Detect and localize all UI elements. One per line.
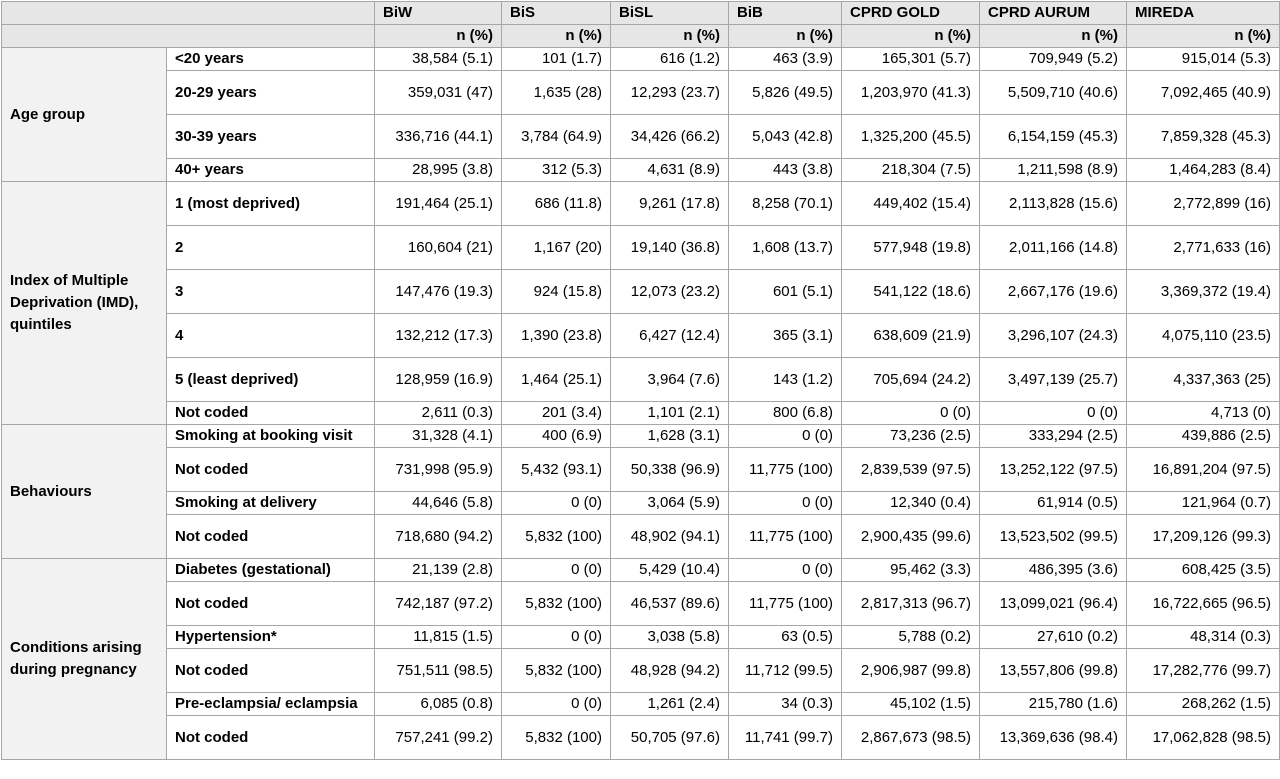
value-cell: 0 (0) (842, 402, 980, 425)
value-cell: 6,085 (0.8) (375, 693, 502, 716)
value-cell: 0 (0) (729, 492, 842, 515)
value-cell: 7,092,465 (40.9) (1127, 71, 1280, 115)
value-cell: 5,832 (100) (502, 649, 611, 693)
value-cell: 12,293 (23.7) (611, 71, 729, 115)
table-row (2, 582, 1280, 626)
value-cell: 11,775 (100) (729, 448, 842, 492)
value-cell: 400 (6.9) (502, 425, 611, 448)
value-cell: 5,832 (100) (502, 515, 611, 559)
value-cell: 132,212 (17.3) (375, 314, 502, 358)
value-cell: 165,301 (5.7) (842, 48, 980, 71)
value-cell: 34 (0.3) (729, 693, 842, 716)
table-row (2, 649, 1280, 693)
value-cell: 1,608 (13.7) (729, 226, 842, 270)
row-label: Not coded (167, 582, 375, 626)
value-cell: 101 (1.7) (502, 48, 611, 71)
value-cell: 718,680 (94.2) (375, 515, 502, 559)
value-cell: 17,282,776 (99.7) (1127, 649, 1280, 693)
value-cell: 312 (5.3) (502, 159, 611, 182)
value-cell: 2,611 (0.3) (375, 402, 502, 425)
value-cell: 27,610 (0.2) (980, 626, 1127, 649)
table-row (2, 402, 1280, 425)
value-cell: 601 (5.1) (729, 270, 842, 314)
group-label: Behaviours (2, 425, 167, 559)
value-cell: 1,211,598 (8.9) (980, 159, 1127, 182)
value-cell: 1,628 (3.1) (611, 425, 729, 448)
value-cell: 5,043 (42.8) (729, 115, 842, 159)
value-cell: 5,432 (93.1) (502, 448, 611, 492)
value-cell: 16,722,665 (96.5) (1127, 582, 1280, 626)
value-cell: 1,261 (2.4) (611, 693, 729, 716)
value-cell: 48,314 (0.3) (1127, 626, 1280, 649)
table-row (2, 358, 1280, 402)
value-cell: 34,426 (66.2) (611, 115, 729, 159)
unit-header-row (2, 25, 1280, 48)
value-cell: 13,099,021 (96.4) (980, 582, 1127, 626)
value-cell: 191,464 (25.1) (375, 182, 502, 226)
table-row (2, 159, 1280, 182)
value-cell: 160,604 (21) (375, 226, 502, 270)
value-cell: 11,712 (99.5) (729, 649, 842, 693)
value-cell: 915,014 (5.3) (1127, 48, 1280, 71)
value-cell: 38,584 (5.1) (375, 48, 502, 71)
row-label: Not coded (167, 402, 375, 425)
row-label: <20 years (167, 48, 375, 71)
row-label: 1 (most deprived) (167, 182, 375, 226)
column-header: MIREDA (1127, 2, 1280, 25)
value-cell: 2,772,899 (16) (1127, 182, 1280, 226)
value-cell: 2,667,176 (19.6) (980, 270, 1127, 314)
value-cell: 2,900,435 (99.6) (842, 515, 980, 559)
value-cell: 147,476 (19.3) (375, 270, 502, 314)
row-label: Diabetes (gestational) (167, 559, 375, 582)
unit-header: n (%) (1127, 25, 1280, 48)
value-cell: 359,031 (47) (375, 71, 502, 115)
value-cell: 48,928 (94.2) (611, 649, 729, 693)
row-label: 2 (167, 226, 375, 270)
value-cell: 121,964 (0.7) (1127, 492, 1280, 515)
table-row (2, 626, 1280, 649)
value-cell: 638,609 (21.9) (842, 314, 980, 358)
unit-header: n (%) (842, 25, 980, 48)
value-cell: 13,252,122 (97.5) (980, 448, 1127, 492)
value-cell: 4,337,363 (25) (1127, 358, 1280, 402)
value-cell: 6,154,159 (45.3) (980, 115, 1127, 159)
unit-header: n (%) (375, 25, 502, 48)
value-cell: 0 (0) (502, 492, 611, 515)
value-cell: 5,429 (10.4) (611, 559, 729, 582)
value-cell: 5,788 (0.2) (842, 626, 980, 649)
value-cell: 443 (3.8) (729, 159, 842, 182)
value-cell: 12,073 (23.2) (611, 270, 729, 314)
unit-header: n (%) (611, 25, 729, 48)
value-cell: 19,140 (36.8) (611, 226, 729, 270)
value-cell: 11,775 (100) (729, 515, 842, 559)
value-cell: 3,497,139 (25.7) (980, 358, 1127, 402)
value-cell: 61,914 (0.5) (980, 492, 1127, 515)
value-cell: 449,402 (15.4) (842, 182, 980, 226)
row-label: Hypertension* (167, 626, 375, 649)
value-cell: 63 (0.5) (729, 626, 842, 649)
value-cell: 13,557,806 (99.8) (980, 649, 1127, 693)
value-cell: 2,867,673 (98.5) (842, 716, 980, 760)
table-row (2, 226, 1280, 270)
header-row (2, 2, 1280, 25)
group-label: Conditions arising during pregnancy (2, 559, 167, 760)
value-cell: 73,236 (2.5) (842, 425, 980, 448)
value-cell: 751,511 (98.5) (375, 649, 502, 693)
table-row (2, 448, 1280, 492)
table-row (2, 559, 1280, 582)
value-cell: 686 (11.8) (502, 182, 611, 226)
row-label: Smoking at delivery (167, 492, 375, 515)
value-cell: 4,075,110 (23.5) (1127, 314, 1280, 358)
table-row (2, 182, 1280, 226)
value-cell: 16,891,204 (97.5) (1127, 448, 1280, 492)
row-label: Not coded (167, 716, 375, 760)
value-cell: 2,839,539 (97.5) (842, 448, 980, 492)
value-cell: 268,262 (1.5) (1127, 693, 1280, 716)
row-label: 40+ years (167, 159, 375, 182)
value-cell: 616 (1.2) (611, 48, 729, 71)
value-cell: 3,296,107 (24.3) (980, 314, 1127, 358)
value-cell: 924 (15.8) (502, 270, 611, 314)
value-cell: 1,464 (25.1) (502, 358, 611, 402)
value-cell: 0 (0) (502, 626, 611, 649)
table-row (2, 693, 1280, 716)
column-header: BiS (502, 2, 611, 25)
table-row (2, 48, 1280, 71)
value-cell: 2,113,828 (15.6) (980, 182, 1127, 226)
value-cell: 1,203,970 (41.3) (842, 71, 980, 115)
value-cell: 45,102 (1.5) (842, 693, 980, 716)
value-cell: 218,304 (7.5) (842, 159, 980, 182)
row-label: 5 (least deprived) (167, 358, 375, 402)
value-cell: 3,964 (7.6) (611, 358, 729, 402)
group-label: Index of Multiple Deprivation (IMD), quintiles (2, 182, 167, 425)
value-cell: 333,294 (2.5) (980, 425, 1127, 448)
header-blank-cell (2, 25, 375, 48)
row-label: Smoking at booking visit (167, 425, 375, 448)
header-blank-cell (2, 2, 375, 25)
value-cell: 17,209,126 (99.3) (1127, 515, 1280, 559)
value-cell: 3,369,372 (19.4) (1127, 270, 1280, 314)
value-cell: 1,635 (28) (502, 71, 611, 115)
value-cell: 731,998 (95.9) (375, 448, 502, 492)
column-header: BiW (375, 2, 502, 25)
table-row (2, 492, 1280, 515)
value-cell: 3,784 (64.9) (502, 115, 611, 159)
value-cell: 215,780 (1.6) (980, 693, 1127, 716)
value-cell: 5,826 (49.5) (729, 71, 842, 115)
value-cell: 13,369,636 (98.4) (980, 716, 1127, 760)
value-cell: 12,340 (0.4) (842, 492, 980, 515)
value-cell: 31,328 (4.1) (375, 425, 502, 448)
value-cell: 44,646 (5.8) (375, 492, 502, 515)
value-cell: 1,464,283 (8.4) (1127, 159, 1280, 182)
value-cell: 2,817,313 (96.7) (842, 582, 980, 626)
value-cell: 439,886 (2.5) (1127, 425, 1280, 448)
table-row (2, 71, 1280, 115)
value-cell: 9,261 (17.8) (611, 182, 729, 226)
value-cell: 577,948 (19.8) (842, 226, 980, 270)
column-header: CPRD GOLD (842, 2, 980, 25)
column-header: BiSL (611, 2, 729, 25)
row-label: Not coded (167, 515, 375, 559)
value-cell: 0 (0) (980, 402, 1127, 425)
value-cell: 1,390 (23.8) (502, 314, 611, 358)
value-cell: 5,509,710 (40.6) (980, 71, 1127, 115)
value-cell: 201 (3.4) (502, 402, 611, 425)
value-cell: 2,906,987 (99.8) (842, 649, 980, 693)
row-label: 20-29 years (167, 71, 375, 115)
value-cell: 11,815 (1.5) (375, 626, 502, 649)
table-row (2, 270, 1280, 314)
value-cell: 0 (0) (502, 693, 611, 716)
value-cell: 336,716 (44.1) (375, 115, 502, 159)
table-body (2, 48, 1280, 760)
value-cell: 7,859,328 (45.3) (1127, 115, 1280, 159)
value-cell: 2,771,633 (16) (1127, 226, 1280, 270)
row-label: Not coded (167, 448, 375, 492)
value-cell: 3,064 (5.9) (611, 492, 729, 515)
value-cell: 365 (3.1) (729, 314, 842, 358)
value-cell: 2,011,166 (14.8) (980, 226, 1127, 270)
value-cell: 0 (0) (729, 425, 842, 448)
value-cell: 742,187 (97.2) (375, 582, 502, 626)
cohort-characteristics-table (1, 1, 1280, 760)
value-cell: 143 (1.2) (729, 358, 842, 402)
value-cell: 11,775 (100) (729, 582, 842, 626)
value-cell: 6,427 (12.4) (611, 314, 729, 358)
table-row (2, 115, 1280, 159)
value-cell: 11,741 (99.7) (729, 716, 842, 760)
value-cell: 0 (0) (729, 559, 842, 582)
unit-header: n (%) (729, 25, 842, 48)
value-cell: 8,258 (70.1) (729, 182, 842, 226)
value-cell: 95,462 (3.3) (842, 559, 980, 582)
column-header: CPRD AURUM (980, 2, 1127, 25)
table-row (2, 515, 1280, 559)
table-row (2, 716, 1280, 760)
row-label: 4 (167, 314, 375, 358)
row-label: Not coded (167, 649, 375, 693)
value-cell: 5,832 (100) (502, 582, 611, 626)
value-cell: 5,832 (100) (502, 716, 611, 760)
value-cell: 757,241 (99.2) (375, 716, 502, 760)
value-cell: 1,167 (20) (502, 226, 611, 270)
value-cell: 705,694 (24.2) (842, 358, 980, 402)
value-cell: 13,523,502 (99.5) (980, 515, 1127, 559)
table-row (2, 425, 1280, 448)
value-cell: 48,902 (94.1) (611, 515, 729, 559)
value-cell: 709,949 (5.2) (980, 48, 1127, 71)
value-cell: 28,995 (3.8) (375, 159, 502, 182)
value-cell: 21,139 (2.8) (375, 559, 502, 582)
value-cell: 1,101 (2.1) (611, 402, 729, 425)
group-label: Age group (2, 48, 167, 182)
value-cell: 3,038 (5.8) (611, 626, 729, 649)
value-cell: 4,713 (0) (1127, 402, 1280, 425)
table-row (2, 314, 1280, 358)
row-label: Pre-eclampsia/ eclampsia (167, 693, 375, 716)
unit-header: n (%) (502, 25, 611, 48)
value-cell: 541,122 (18.6) (842, 270, 980, 314)
value-cell: 4,631 (8.9) (611, 159, 729, 182)
value-cell: 128,959 (16.9) (375, 358, 502, 402)
row-label: 3 (167, 270, 375, 314)
value-cell: 486,395 (3.6) (980, 559, 1127, 582)
value-cell: 800 (6.8) (729, 402, 842, 425)
value-cell: 608,425 (3.5) (1127, 559, 1280, 582)
value-cell: 1,325,200 (45.5) (842, 115, 980, 159)
row-label: 30-39 years (167, 115, 375, 159)
value-cell: 46,537 (89.6) (611, 582, 729, 626)
unit-header: n (%) (980, 25, 1127, 48)
column-header: BiB (729, 2, 842, 25)
value-cell: 463 (3.9) (729, 48, 842, 71)
value-cell: 50,338 (96.9) (611, 448, 729, 492)
value-cell: 17,062,828 (98.5) (1127, 716, 1280, 760)
value-cell: 50,705 (97.6) (611, 716, 729, 760)
value-cell: 0 (0) (502, 559, 611, 582)
